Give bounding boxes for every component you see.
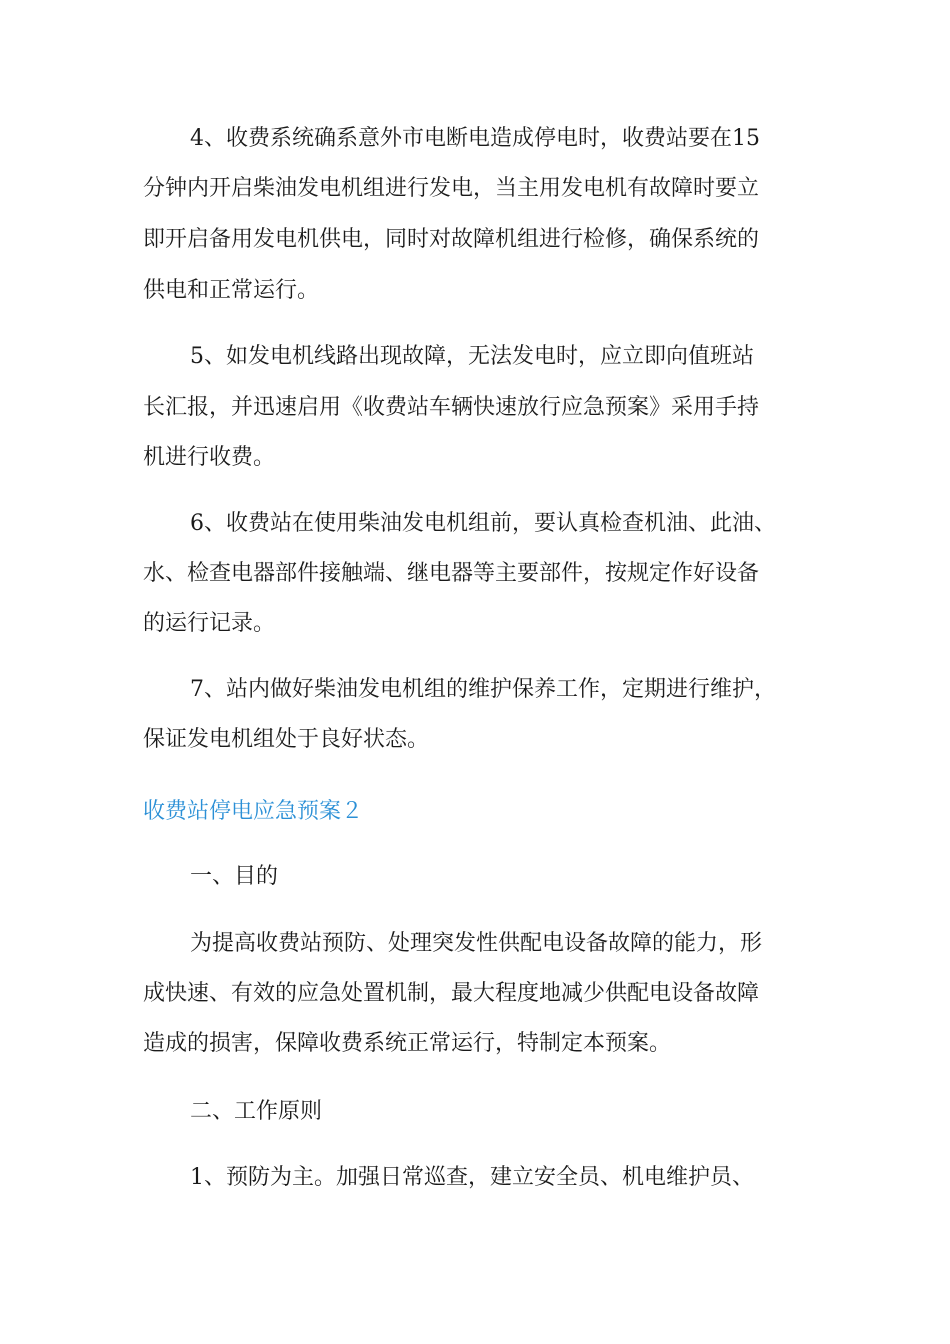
paragraph-6-line-3: 的运行记录。	[143, 611, 276, 636]
paragraph-4-line-1: 4、收费系统确系意外市电断电造成停电时，收费站要在15	[190, 126, 760, 151]
paragraph-4-line-4: 供电和正常运行。	[143, 278, 320, 303]
paragraph-4-line-3: 即开启备用发电机供电，同时对故障机组进行检修，确保系统的	[143, 227, 760, 252]
purpose-line-3: 造成的损害，保障收费系统正常运行，特制定本预案。	[143, 1031, 672, 1056]
paragraph-5-line-1: 5、如发电机线路出现故障，无法发电时，应立即向值班站	[190, 344, 754, 369]
paragraph-6-line-1: 6、收费站在使用柴油发电机组前，要认真检查机油、此油、	[190, 511, 776, 536]
paragraph-6-line-2: 水、检查电器部件接触端、继电器等主要部件，按规定作好设备	[143, 561, 760, 586]
principles-heading: 二、工作原则	[190, 1099, 323, 1124]
purpose-line-1: 为提高收费站预防、处理突发性供配电设备故障的能力，形	[190, 931, 763, 956]
purpose-line-2: 成快速、有效的应急处置机制，最大程度地减少供配电设备故障	[143, 981, 760, 1006]
purpose-heading: 一、目的	[190, 864, 279, 889]
paragraph-7-line-1: 7、站内做好柴油发电机组的维护保养工作，定期进行维护，	[190, 677, 776, 702]
section-heading: 收费站停电应急预案２	[143, 799, 364, 824]
paragraph-7-line-2: 保证发电机组处于良好状态。	[143, 727, 430, 752]
paragraph-5-line-3: 机进行收费。	[143, 445, 276, 470]
principle-1-line-1: 1、预防为主。加强日常巡查，建立安全员、机电维护员、	[190, 1165, 754, 1190]
paragraph-4-line-2: 分钟内开启柴油发电机组进行发电，当主用发电机有故障时要立	[143, 176, 760, 201]
paragraph-5-line-2: 长汇报，并迅速启用《收费站车辆快速放行应急预案》采用手持	[143, 395, 760, 420]
